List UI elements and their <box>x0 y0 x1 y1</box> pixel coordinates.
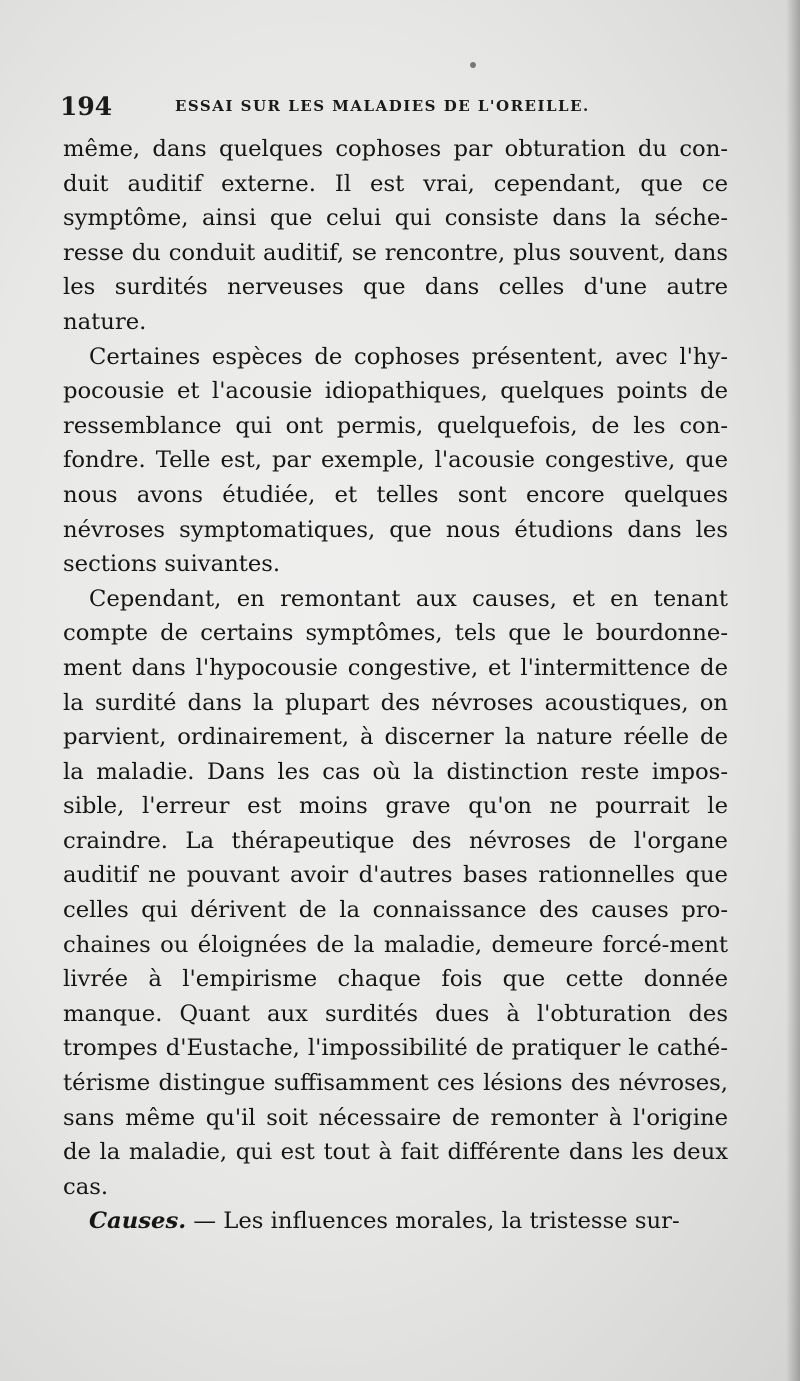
causes-heading: Causes. <box>89 1208 187 1235</box>
page-header <box>60 92 730 122</box>
paragraph-causes <box>63 1204 728 1239</box>
body-text <box>63 132 728 1239</box>
paragraph-3: Cependant, en remontant aux causes, et en tenant compte de certains symptômes, tels que le bourdonne-ment dans l'hypocousie congestive, et l'intermittence de la surdité dans la plupart des névroses acoustiques, on parvient, ordinairement, à discerner la nature réelle de la maladie. Dans les cas où la distinction reste impos-sible, l'erreur est moins grave qu'on ne pourrait le craindre. La thérapeutique des névroses de l'organe auditif ne pouvant avoir d'autres bases rationnelles que celles qui dérivent de la connaissance des causes pro-chaines ou éloignées de la maladie, demeure forcé-ment livrée à l'empirisme chaque fois que cette donnée manque. Quant aux surdités dues à l'obturation des trompes d'Eustache, l'impossibilité de pratiquer le cathé-térisme distingue suffisamment ces lésions des névroses, sans même qu'il soit nécessaire de remonter à l'origine de la maladie, qui est tout à fait différente dans les deux cas. <box>63 585 728 1200</box>
paragraph-2: Certaines espèces de cophoses présentent, avec l'hy-pocousie et l'acousie idiopathiques, quelques points de ressemblance qui ont permis, quelquefois, de les con-fondre. Telle est, par exemple, l'acousie congestive, que nous avons étudiée, et telles sont encore quelques névroses symptomatiques, que nous étudions dans les sections suivantes. <box>63 343 728 578</box>
page-spine-shadow <box>786 0 800 1381</box>
paragraph-1: même, dans quelques cophoses par obturation du con-duit auditif externe. Il est vrai, cependant, que ce symptôme, ainsi que celui qui consiste dans la séche-resse du conduit auditif, se rencontre, plus souvent, dans les surdités nerveuses que dans celles d'une autre nature. <box>63 136 728 335</box>
page-number: 194 <box>60 92 113 121</box>
ink-speck <box>470 62 476 68</box>
running-head: ESSAI SUR LES MALADIES DE L'OREILLE. <box>175 97 590 115</box>
causes-text: — Les influences morales, la tristesse sur- <box>186 1208 680 1235</box>
